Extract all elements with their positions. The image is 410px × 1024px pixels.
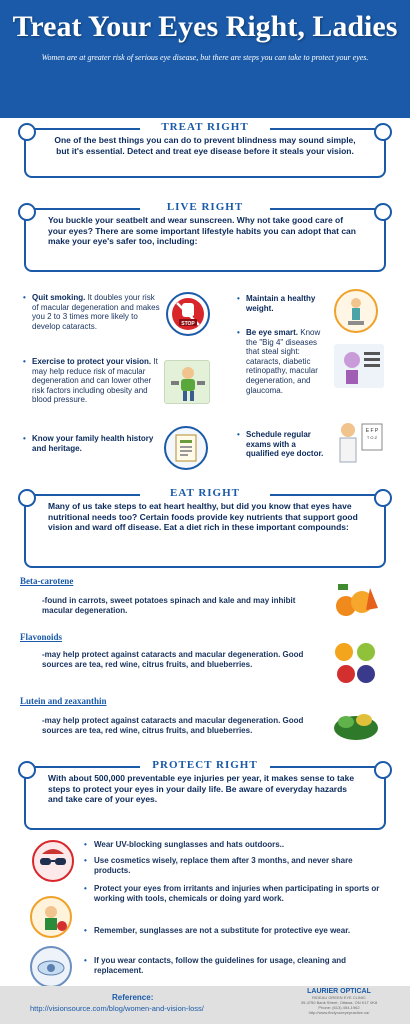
brand-tagline: RIDEAU GREEN EYE CLINIC [312, 995, 366, 1000]
greens-image [332, 706, 380, 744]
svg-text:T O Z: T O Z [366, 435, 378, 440]
eye-smart-icon [334, 344, 384, 388]
family-history-icon [164, 426, 208, 470]
brand-block [284, 988, 394, 1015]
brand-name: LAURIER OPTICAL [307, 988, 371, 995]
carrots-image [332, 580, 380, 620]
bullet-exercise: • Exercise to protect your vision. It may help reduce risk of macular degeneration and can lower other risk factors including obesity and blood pressure. [23, 357, 158, 405]
brand-phone: Phone: (613) 454-1962 [318, 1005, 360, 1010]
treat-right-panel [24, 121, 386, 178]
nutrient-heading-lutein: Lutein and zeaxanthin [20, 696, 107, 706]
treat-right-text: One of the best things you can do to prevent blindness may sound simple, but it's essential. Detect and treat eye disease before it steals your vision. [54, 135, 356, 156]
bullet-family-history: • Know your family health history and heritage. [23, 434, 154, 453]
sports-icon [30, 896, 72, 938]
nutrient-heading-flavonoids: Flavonoids [20, 632, 63, 642]
treat-right-title: TREAT RIGHT [140, 121, 270, 133]
protect-bullet-sunglasses: • Wear UV-blocking sunglasses and hats outdoors.. [84, 840, 285, 849]
page-title: Treat Your Eyes Right, Ladies [12, 10, 398, 43]
nutrient-text-flavonoids: -may help protect against cataracts and macular degeneration. Good sources are tea, red wine, citrus fruits, and blueberries. [42, 650, 304, 669]
eat-right-panel [24, 487, 386, 568]
sunglasses-icon [32, 840, 74, 882]
bullet-healthy-weight: • Maintain a healthy weight. [237, 294, 316, 313]
protect-right-panel [24, 759, 386, 830]
bullet-schedule-exams: • Schedule regular exams with a qualified eye doctor. [237, 430, 324, 459]
page-subtitle: Women are at greater risk of serious eye disease, but there are steps you can take to protect your eyes. [41, 53, 369, 62]
protect-right-title: PROTECT RIGHT [140, 759, 270, 771]
eat-right-text: Many of us take steps to eat heart healthy, but did you know that eyes have nutritional needs too? Certain foods provide key nutrients that support good vision and ward off disease. Eat a diet rich in these important compounds: [48, 501, 358, 532]
bullet-be-eye-smart: • Be eye smart. Know the "Big 4" diseases that steal sight: cataracts, diabetic retinopathy, macular degeneration, and glaucoma. [237, 328, 321, 395]
fruits-image [332, 640, 380, 686]
live-right-text: You buckle your seatbelt and wear sunscreen. Why not take good care of your eyes? There are some important lifestyle habits you can adopt that can make your eye's safer too, including: [48, 215, 356, 246]
header-banner [0, 0, 410, 118]
protect-right-text: With about 500,000 preventable eye injuries per year, it makes sense to take steps to protect your eyes in your daily life. Be aware of everyday hazards and take care of your eyes. [48, 773, 355, 804]
protect-bullet-protective-eyewear: • Remember, sunglasses are not a substitute for protective eye wear. [84, 926, 351, 935]
brand-address: 39-4750 Bank Street, Ottawa, ON K1T 0K8 [300, 1000, 378, 1005]
live-right-panel [24, 201, 386, 272]
svg-text:E F P: E F P [365, 428, 379, 434]
nutrient-text-beta-carotene: -found in carrots, sweet potatoes spinach and kale and may inhibit macular degeneration. [42, 596, 296, 615]
protect-bullet-irritants: • Protect your eyes from irritants and injuries when participating in sports or working with tools, chemicals or doing yard work. [84, 884, 380, 903]
eye-doctor-icon [330, 416, 386, 466]
stop-smoking-icon [166, 292, 210, 336]
stop-label: STOP [181, 321, 195, 327]
reference-link[interactable]: http://visionsource.com/blog/women-and-vision-loss/ [30, 1004, 204, 1013]
healthy-weight-icon [334, 289, 378, 333]
brand-website[interactable]: http://www.findyoureyepractice.ca/ [308, 1010, 370, 1015]
eat-right-title: EAT RIGHT [140, 487, 270, 499]
nutrient-heading-beta-carotene: Beta-carotene [20, 576, 74, 586]
reference-label: Reference: [112, 993, 154, 1002]
bullet-quit-smoking: • Quit smoking. It doubles your risk of macular degeneration and makes you 2 to 3 times more likely to develop cataracts. [23, 293, 160, 331]
exercise-icon [164, 360, 210, 404]
protect-bullet-cosmetics: • Use cosmetics wisely, replace them after 3 months, and never share products. [84, 856, 353, 875]
live-right-title: LIVE RIGHT [140, 201, 270, 213]
nutrient-text-lutein: -may help protect against cataracts and macular degeneration. Good sources are tea, red wine, citrus fruits, and blueberries. [42, 716, 304, 735]
contact-lens-icon [30, 946, 72, 988]
protect-bullet-contacts: • If you wear contacts, follow the guidelines for usage, cleaning and replacement. [84, 956, 347, 975]
